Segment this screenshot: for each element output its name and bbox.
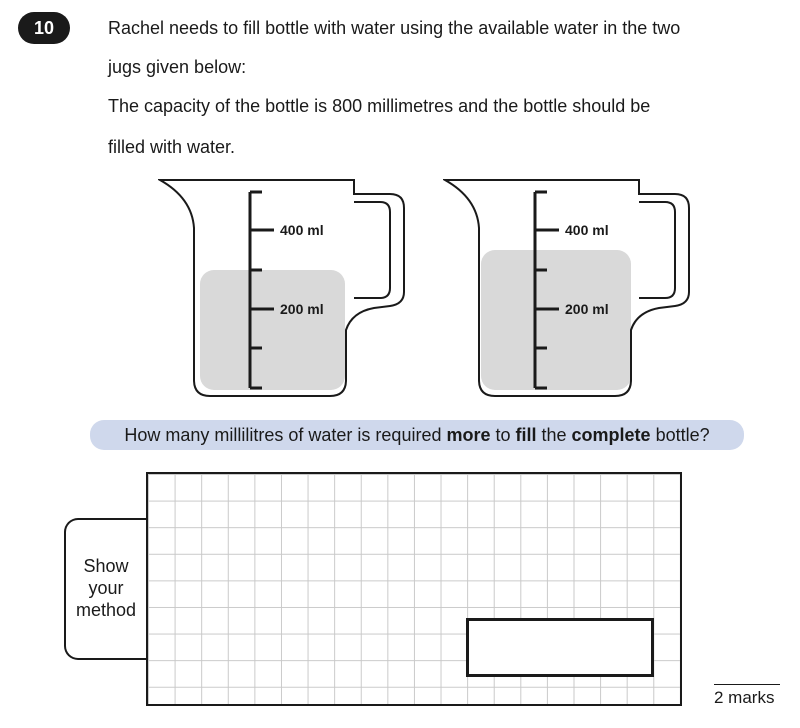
jug-handle-inner bbox=[639, 202, 675, 298]
marks-label: 2 marks bbox=[714, 688, 775, 707]
prompt-text: the bbox=[536, 425, 572, 445]
jug-scale-label-200: 200 ml bbox=[565, 301, 609, 317]
question-prompt bbox=[90, 420, 744, 450]
prompt-bold-complete: complete bbox=[571, 425, 651, 445]
marks-divider bbox=[714, 684, 780, 685]
prompt-bold-more: more bbox=[446, 425, 491, 445]
prompt-text: bottle? bbox=[650, 425, 710, 445]
prompt-text: to bbox=[490, 425, 516, 445]
show-method-line: method bbox=[75, 600, 137, 620]
show-method-label bbox=[64, 555, 148, 621]
show-method-line: Show bbox=[83, 556, 129, 576]
jug-scale-label-400: 400 ml bbox=[565, 222, 609, 238]
measuring-jug-1 bbox=[158, 170, 408, 405]
jug-handle-inner bbox=[354, 202, 390, 298]
jug-water bbox=[200, 270, 345, 390]
prompt-bold-fill: fill bbox=[515, 425, 537, 445]
question-number-badge: 10 bbox=[18, 12, 70, 44]
jug-scale-label-200: 200 ml bbox=[280, 301, 324, 317]
measuring-jug-2 bbox=[443, 170, 693, 405]
jug-scale-label-400: 400 ml bbox=[280, 222, 324, 238]
question-text-line-2: jugs given below: bbox=[108, 57, 247, 77]
show-method-line: your bbox=[88, 578, 124, 598]
question-text-line-3: The capacity of the bottle is 800 millimetres and the bottle should be bbox=[108, 96, 651, 116]
question-text-line-1: Rachel needs to fill bottle with water using the available water in the two bbox=[108, 18, 681, 38]
prompt-text: How many millilitres of water is required bbox=[124, 425, 447, 445]
jug-water bbox=[481, 250, 631, 390]
question-text-line-4: filled with water. bbox=[108, 137, 236, 157]
answer-box[interactable] bbox=[466, 618, 654, 677]
